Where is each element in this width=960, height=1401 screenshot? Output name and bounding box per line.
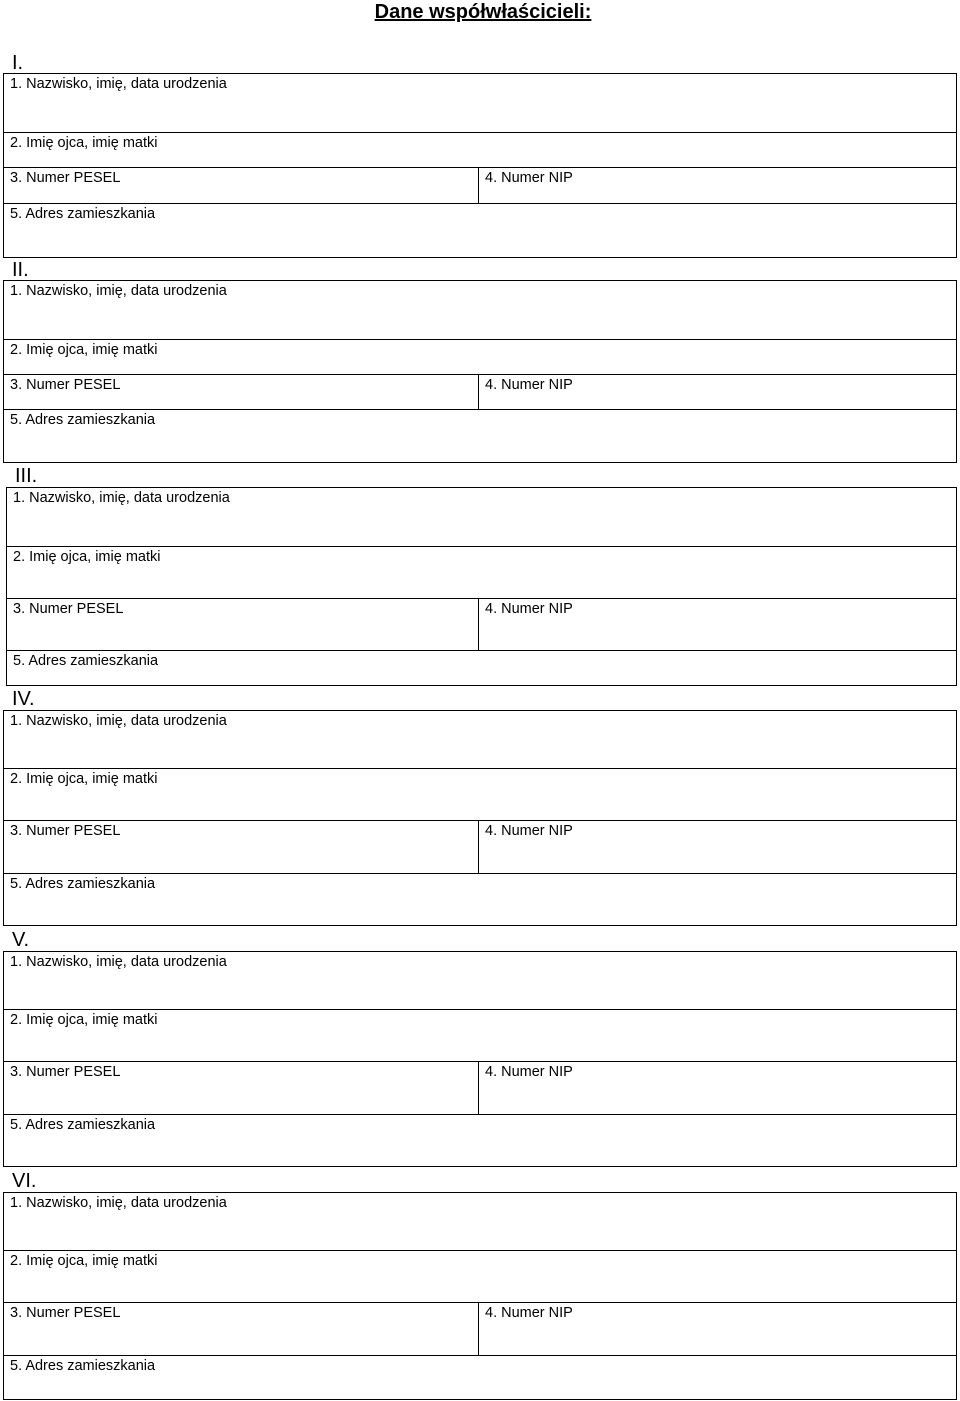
pesel-nip-row [4,167,956,203]
parents-label: 2. Imię ojca, imię matki [13,549,161,565]
parents-label: 2. Imię ojca, imię matki [10,342,158,358]
co-owner-section-6 [3,1166,957,1400]
name-birth-label: 1. Nazwisko, imię, data urodzenia [10,954,227,970]
section-numeral: V. [12,929,30,951]
co-owner-form-box [3,1192,957,1400]
nip-field[interactable] [478,1303,956,1355]
address-field[interactable] [4,409,956,462]
co-owner-section-2 [3,255,957,463]
address-label: 5. Adres zamieszkania [10,412,156,428]
section-numeral: VI. [12,1170,37,1192]
nip-label: 4. Numer NIP [485,1064,573,1080]
pesel-nip-row [4,374,956,409]
address-label: 5. Adres zamieszkania [10,206,156,222]
address-field[interactable] [4,1114,956,1166]
pesel-nip-row [4,820,956,873]
co-owner-section-1 [3,47,957,258]
name-birth-label: 1. Nazwisko, imię, data urodzenia [10,713,227,729]
page-title: Dane współwłaścicieli: [374,1,592,23]
nip-label: 4. Numer NIP [485,170,573,186]
pesel-nip-row [4,1302,956,1355]
pesel-label[interactable]: 3. Numer PESEL [10,1305,121,1321]
parents-field[interactable] [4,339,956,374]
nip-field[interactable] [478,168,956,203]
co-owner-section-5 [3,925,957,1167]
address-label: 5. Adres zamieszkania [13,653,159,669]
co-owner-form-box [6,487,957,686]
name-birth-field[interactable] [7,488,956,546]
name-birth-label: 1. Nazwisko, imię, data urodzenia [13,490,230,506]
address-label: 5. Adres zamieszkania [10,1117,156,1133]
name-birth-field[interactable] [4,952,956,1009]
nip-field[interactable] [478,599,956,650]
parents-field[interactable] [4,132,956,167]
address-field[interactable] [7,650,956,685]
co-owner-form-box [3,280,957,463]
pesel-label[interactable]: 3. Numer PESEL [13,601,124,617]
nip-field[interactable] [478,1062,956,1114]
address-field[interactable] [4,203,956,257]
parents-label: 2. Imię ojca, imię matki [10,135,158,151]
address-field[interactable] [4,873,956,925]
co-owner-form-box [3,951,957,1167]
parents-label: 2. Imię ojca, imię matki [10,1253,158,1269]
section-numeral: III. [15,465,38,487]
parents-field[interactable] [4,1250,956,1302]
co-owner-form-box [3,710,957,926]
co-owner-section-4 [3,684,957,926]
name-birth-field[interactable] [4,711,956,768]
address-label: 5. Adres zamieszkania [10,876,156,892]
name-birth-label: 1. Nazwisko, imię, data urodzenia [10,283,227,299]
name-birth-field[interactable] [4,281,956,339]
pesel-nip-row [7,598,956,650]
co-owner-section-3 [3,460,957,686]
address-field[interactable] [4,1355,956,1399]
nip-label: 4. Numer NIP [485,377,573,393]
nip-field[interactable] [478,821,956,873]
parents-field[interactable] [4,1009,956,1061]
nip-label: 4. Numer NIP [485,823,573,839]
pesel-label[interactable]: 3. Numer PESEL [10,823,121,839]
parents-label: 2. Imię ojca, imię matki [10,1012,158,1028]
section-numeral: II. [12,259,29,281]
pesel-label[interactable]: 3. Numer PESEL [10,1064,121,1080]
nip-label: 4. Numer NIP [485,601,573,617]
section-numeral: I. [12,52,24,74]
parents-field[interactable] [7,546,956,598]
parents-field[interactable] [4,768,956,820]
section-numeral: IV. [12,688,35,710]
parents-label: 2. Imię ojca, imię matki [10,771,158,787]
name-birth-label: 1. Nazwisko, imię, data urodzenia [10,76,227,92]
name-birth-field[interactable] [4,1193,956,1250]
pesel-nip-row [4,1061,956,1114]
nip-field[interactable] [478,375,956,409]
co-owner-form-box [3,73,957,258]
pesel-label[interactable]: 3. Numer PESEL [10,377,121,393]
name-birth-field[interactable] [4,74,956,132]
nip-label: 4. Numer NIP [485,1305,573,1321]
address-label: 5. Adres zamieszkania [10,1358,156,1374]
pesel-label[interactable]: 3. Numer PESEL [10,170,121,186]
name-birth-label: 1. Nazwisko, imię, data urodzenia [10,1195,227,1211]
